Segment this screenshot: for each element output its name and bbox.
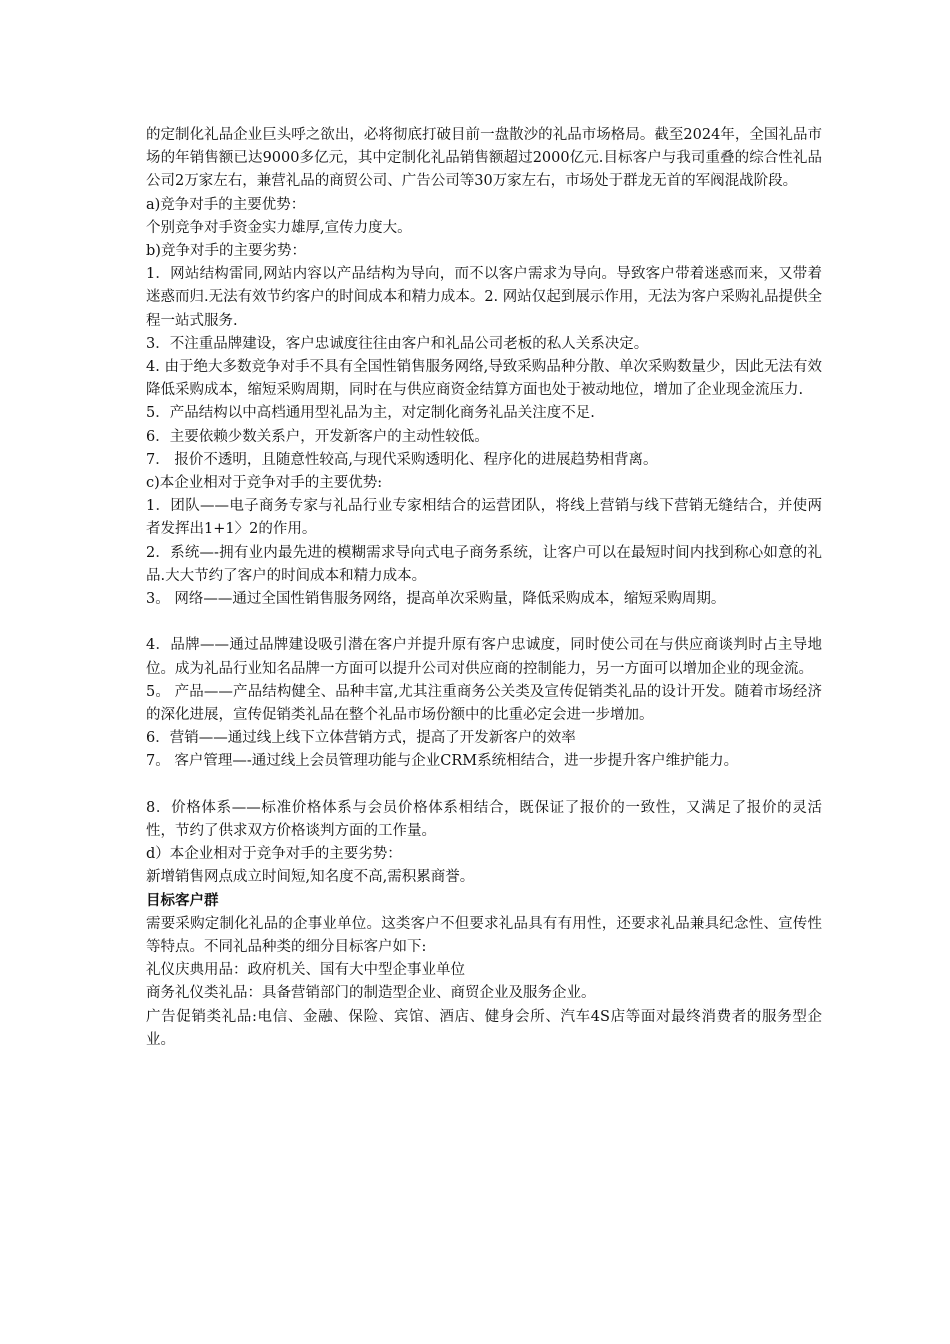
paragraph-strength-customer-management: 7。 客户管理—-通过线上会员管理功能与企业CRM系统相结合，进一步提升客户维护能力。	[146, 753, 739, 770]
paragraph-our-weaknesses: 新增销售网点成立时间短,知名度不高,需积累商誉。	[146, 869, 475, 886]
paragraph-target-customers-intro: 需要采购定制化礼品的企事业单位。这类客户不但要求礼品具有有用性，还要求礼品兼具纪念性、宣传性等特点。不同礼品种类的细分目标客户如下:	[146, 915, 822, 956]
paragraph-strength-marketing: 6．营销——通过线上线下立体营销方式，提高了开发新客户的效率	[146, 730, 576, 747]
paragraph-target-business-gifts: 商务礼仪类礼品：具备营销部门的制造型企业、商贸企业及服务企业。	[146, 985, 596, 1002]
paragraph-strength-pricing: 8．价格体系——标准价格体系与会员价格体系相结合，既保证了报价的一致性，又满足了报价的灵活性，节约了供求双方价格谈判方面的工作量。	[146, 799, 822, 840]
paragraph-target-ceremony: 礼仪庆典用品：政府机关、国有大中型企事业单位	[146, 962, 465, 979]
blank-line	[146, 611, 822, 634]
section-heading-target-customers: 目标客户群	[146, 892, 219, 909]
paragraph-target-promotional: 广告促销类礼品:电信、金融、保险、宾馆、酒店、健身会所、汽车4S店等面对最终消费者的服务型企业。	[146, 1008, 822, 1048]
paragraph-competitor-strengths: 个别竞争对手资金实力雄厚,宣传力度大。	[146, 219, 412, 236]
document-body	[146, 124, 822, 1052]
paragraph-our-weaknesses-label: d）本企业相对于竞争对手的主要劣势：	[146, 846, 402, 863]
paragraph-strength-brand: 4．品牌——通过品牌建设吸引潜在客户并提升原有客户忠诚度，同时使公司在与供应商谈判时占主导地位。成为礼品行业知名品牌一方面可以提升公司对供应商的控制能力，另一方面可以增加企业的现金流。	[146, 637, 822, 677]
paragraph-weakness-1-2: 1．网站结构雷同,网站内容以产品结构为导向，而不以客户需求为导向。导致客户带着迷惑而来，又带着迷惑而归.无法有效节约客户的时间成本和精力成本。2. 网站仅起到展示作用，无法为客户采购礼品提供全程一站式服务.	[146, 266, 822, 329]
paragraph-strength-system: 2．系统—-拥有业内最先进的模糊需求导向式电子商务系统，让客户可以在最短时间内找到称心如意的礼品.大大节约了客户的时间成本和精力成本。	[146, 544, 822, 584]
paragraph-our-strengths-label: c)本企业相对于竞争对手的主要优势:	[146, 475, 383, 492]
paragraph-strength-network: 3。 网络——通过全国性销售服务网络，提高单次采购量，降低采购成本，缩短采购周期。	[146, 591, 726, 608]
blank-line	[146, 774, 822, 797]
paragraph-weakness-6: 6．主要依赖少数关系户，开发新客户的主动性较低。	[146, 428, 489, 445]
paragraph-weakness-5: 5．产品结构以中高档通用型礼品为主，对定制化商务礼品关注度不足.	[146, 405, 595, 422]
paragraph-competitor-strengths-label: a)竞争对手的主要优势：	[146, 196, 306, 213]
paragraph-weakness-4: 4. 由于绝大多数竞争对手不具有全国性销售服务网络,导致采购品种分散、单次采购数量少，因此无法有效降低采购成本，缩短采购周期，同时在与供应商资金结算方面也处于被动地位，增加了企业现金流压力.	[146, 359, 822, 399]
paragraph-strength-team: 1．团队——电子商务专家与礼品行业专家相结合的运营团队，将线上营销与线下营销无缝结合，并使两者发挥出1+1〉2的作用。	[146, 498, 822, 538]
paragraph-weakness-7: 7． 报价不透明，且随意性较高,与现代采购透明化、程序化的进展趋势相背离。	[146, 451, 658, 468]
paragraph-weakness-3: 3．不注重品牌建设，客户忠诚度往往由客户和礼品公司老板的私人关系决定。	[146, 335, 649, 352]
paragraph-market-overview: 的定制化礼品企业巨头呼之欲出，必将彻底打破目前一盘散沙的礼品市场格局。截至2024年，全国礼品市场的年销售额已达9000多亿元，其中定制化礼品销售额超过2000亿元.目标客户与我司重叠的综合性礼品公司2万家左右，兼营礼品的商贸公司、广告公司等30万家左右，市场处于群龙无首的军阀混战阶段。	[146, 127, 822, 190]
paragraph-competitor-weaknesses-label: b)竞争对手的主要劣势：	[146, 243, 306, 260]
paragraph-strength-product: 5。 产品——产品结构健全、品种丰富,尤其注重商务公关类及宣传促销类礼品的设计开发。随着市场经济的深化进展，宣传促销类礼品在整个礼品市场份额中的比重必定会进一步增加。	[146, 683, 822, 724]
